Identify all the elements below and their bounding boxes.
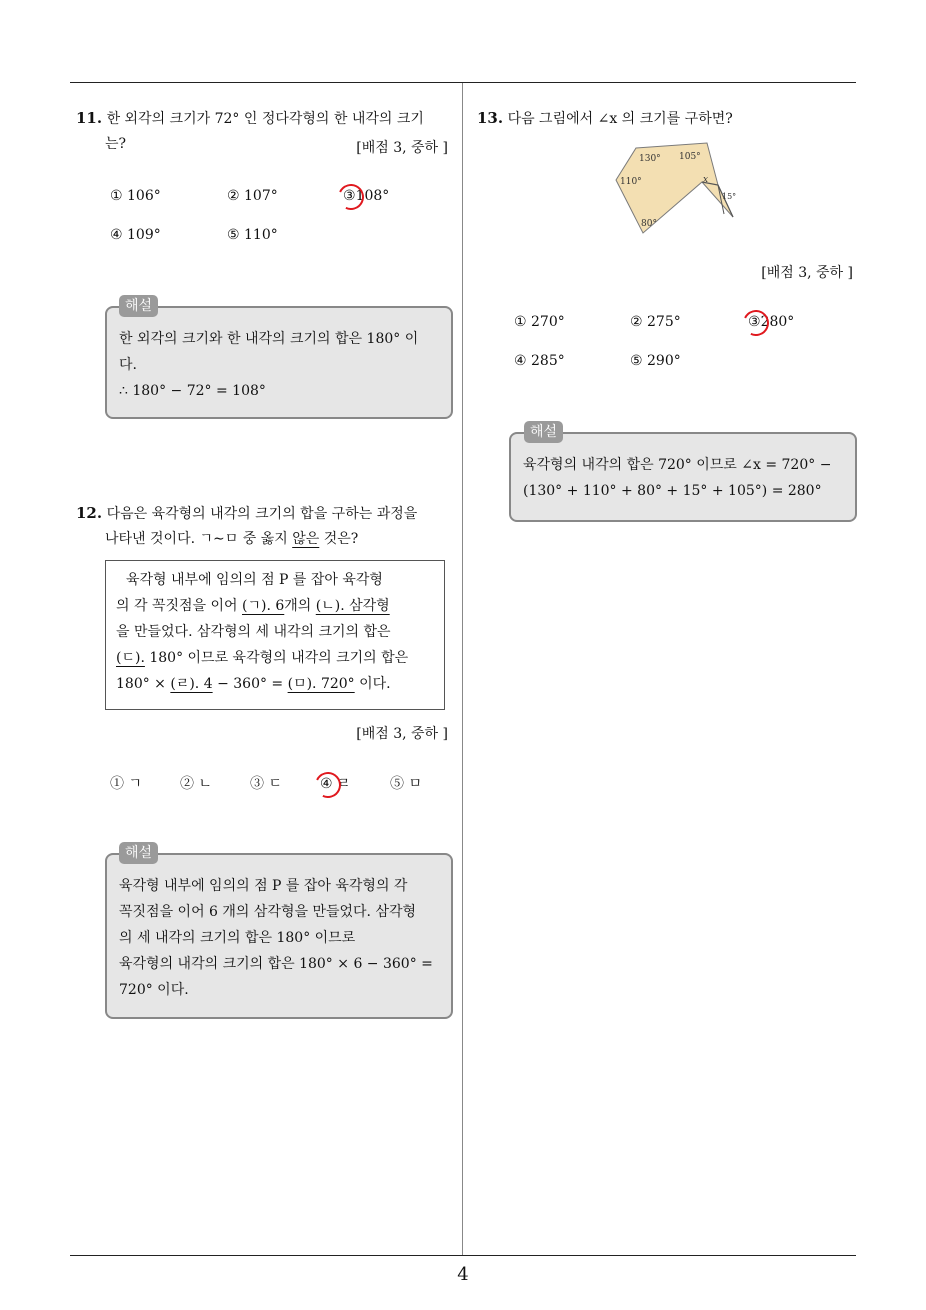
fig-label-130: 130° (639, 154, 661, 164)
q12-blank-e: (ㅁ). 720° (287, 676, 355, 692)
q12-box-line2-mid: 개의 (284, 598, 316, 614)
hexagon-figure (610, 140, 750, 236)
q12-process-box (105, 560, 445, 710)
q12-box-line1: 육각형 내부에 임의의 점 P 를 잡아 육각형 (126, 572, 383, 588)
q12-line2-text: 나타낸 것이다. ㄱ∼ㅁ 중 옳지 (105, 531, 293, 547)
q11-explanation-line2: 다. (119, 357, 137, 373)
q12-box-line3: 을 만들었다. 삼각형의 세 내각의 크기의 합은 (116, 624, 391, 640)
q11-choice-2[interactable]: ② 107° (227, 188, 278, 204)
q12-explanation-line3: 의 세 내각의 크기의 합은 180° 이므로 (119, 930, 356, 946)
q11-explanation-tag: 해설 (119, 295, 158, 317)
q12-emphasis: 않은 (292, 531, 320, 547)
q12-explanation-line5: 720° 이다. (119, 982, 189, 998)
q12-question (76, 500, 417, 527)
q11-meta: [배점 3, 중하 ] (356, 140, 448, 156)
q12-box-line4-text: 180° 이므로 육각형의 내각의 크기의 합은 (144, 650, 409, 666)
q12-explanation-line1: 육각형 내부에 임의의 점 P 를 잡아 육각형의 각 (119, 878, 408, 894)
hexagon-shape (616, 143, 733, 233)
q13-choice-3[interactable] (748, 314, 794, 330)
q12-choice-4[interactable] (320, 773, 351, 793)
fig-label-80: 80° (641, 219, 657, 229)
q12-blank-c: (ㄷ). (116, 650, 145, 666)
q12-meta: [배점 3, 중하 ] (356, 726, 448, 742)
q13-meta: [배점 3, 중하 ] (761, 265, 853, 281)
q13-text-line1: 다음 그림에서 ∠x 의 크기를 구하면? (507, 111, 733, 127)
q12-choice-1[interactable]: ① ㄱ (110, 776, 142, 792)
q13-choice-3-value: 280° (760, 314, 795, 330)
q12-explanation-tag: 해설 (119, 842, 158, 864)
q12-box-line5-mid: − 360° = (212, 676, 288, 692)
q11-question (76, 105, 424, 132)
q11-choice-1[interactable]: ① 106° (110, 188, 161, 204)
q13-explanation-line2: (130° + 110° + 80° + 15° + 105°) = 280° (523, 483, 822, 499)
q11-number: 11. (76, 109, 103, 127)
q12-blank-a: (ㄱ). 6 (242, 598, 285, 614)
selected-answer-mark: ④ (320, 776, 333, 792)
q12-box-line5-end: 이다. (354, 676, 391, 692)
fig-label-105: 105° (679, 152, 701, 162)
q11-choice-4[interactable]: ④ 109° (110, 227, 161, 243)
q12-explanation-line4: 육각형의 내각의 크기의 합은 180° × 6 − 360° = (119, 956, 433, 972)
q13-choice-4[interactable]: ④ 285° (514, 353, 565, 369)
q13-explanation-box (509, 432, 857, 522)
q12-explanation-line2: 꼭짓점을 이어 6 개의 삼각형을 만들었다. 삼각형 (119, 904, 417, 920)
selected-answer-mark: ③ (343, 188, 356, 204)
q12-choice-2[interactable]: ② ㄴ (180, 776, 212, 792)
q12-blank-b: (ㄴ). 삼각형 (315, 598, 390, 614)
q12-box-line2 (116, 593, 434, 619)
bottom-rule (70, 1255, 856, 1256)
q12-choice-4-value: ㄹ (337, 776, 351, 792)
q11-explanation-line1: 한 외각의 크기와 한 내각의 크기의 합은 180° 이 (119, 331, 419, 347)
q12-box-line5 (116, 671, 434, 697)
q12-text-line2 (105, 526, 358, 552)
column-divider (462, 83, 463, 1255)
q13-explanation-tag: 해설 (524, 421, 563, 443)
fig-label-x: x (703, 175, 709, 185)
q11-choice-3-value: 108° (355, 188, 390, 204)
q11-choice-3[interactable] (343, 188, 389, 204)
q11-text-line1: 한 외각의 크기가 72° 인 정다각형의 한 내각의 크기 (106, 111, 424, 127)
q13-choice-5[interactable]: ⑤ 290° (630, 353, 681, 369)
q12-explanation-box (105, 853, 453, 1019)
q11-explanation-box (105, 306, 453, 419)
q13-number: 13. (477, 109, 504, 127)
q11-choice-5[interactable]: ⑤ 110° (227, 227, 278, 243)
top-rule (70, 82, 856, 83)
q12-number: 12. (76, 504, 103, 522)
q12-box-line4 (116, 645, 434, 671)
q12-line2-end: 것은? (319, 531, 359, 547)
q12-text-line1: 다음은 육각형의 내각의 크기의 합을 구하는 과정을 (106, 506, 418, 522)
q12-choice-5[interactable]: ⑤ ㅁ (390, 776, 422, 792)
selected-answer-mark: ③ (748, 314, 761, 330)
q13-choice-2[interactable]: ② 275° (630, 314, 681, 330)
q12-box-line2-text: 의 각 꼭짓점을 이어 (116, 598, 242, 614)
q12-box-line5-text: 180° × (116, 676, 171, 692)
fig-label-15: 15° (722, 192, 737, 201)
q12-choice-3[interactable]: ③ ㄷ (250, 776, 282, 792)
q11-text-line2: 는? (105, 136, 127, 152)
q13-choice-1[interactable]: ① 270° (514, 314, 565, 330)
fig-label-110: 110° (620, 177, 642, 187)
q12-blank-d: (ㄹ). 4 (170, 676, 213, 692)
q11-explanation-line3: ∴ 180° − 72° = 108° (119, 383, 266, 399)
page-number: 4 (457, 1264, 469, 1285)
q13-explanation-line1: 육각형의 내각의 합은 720° 이므로 ∠x = 720° − (523, 457, 832, 473)
q13-question (477, 105, 733, 132)
